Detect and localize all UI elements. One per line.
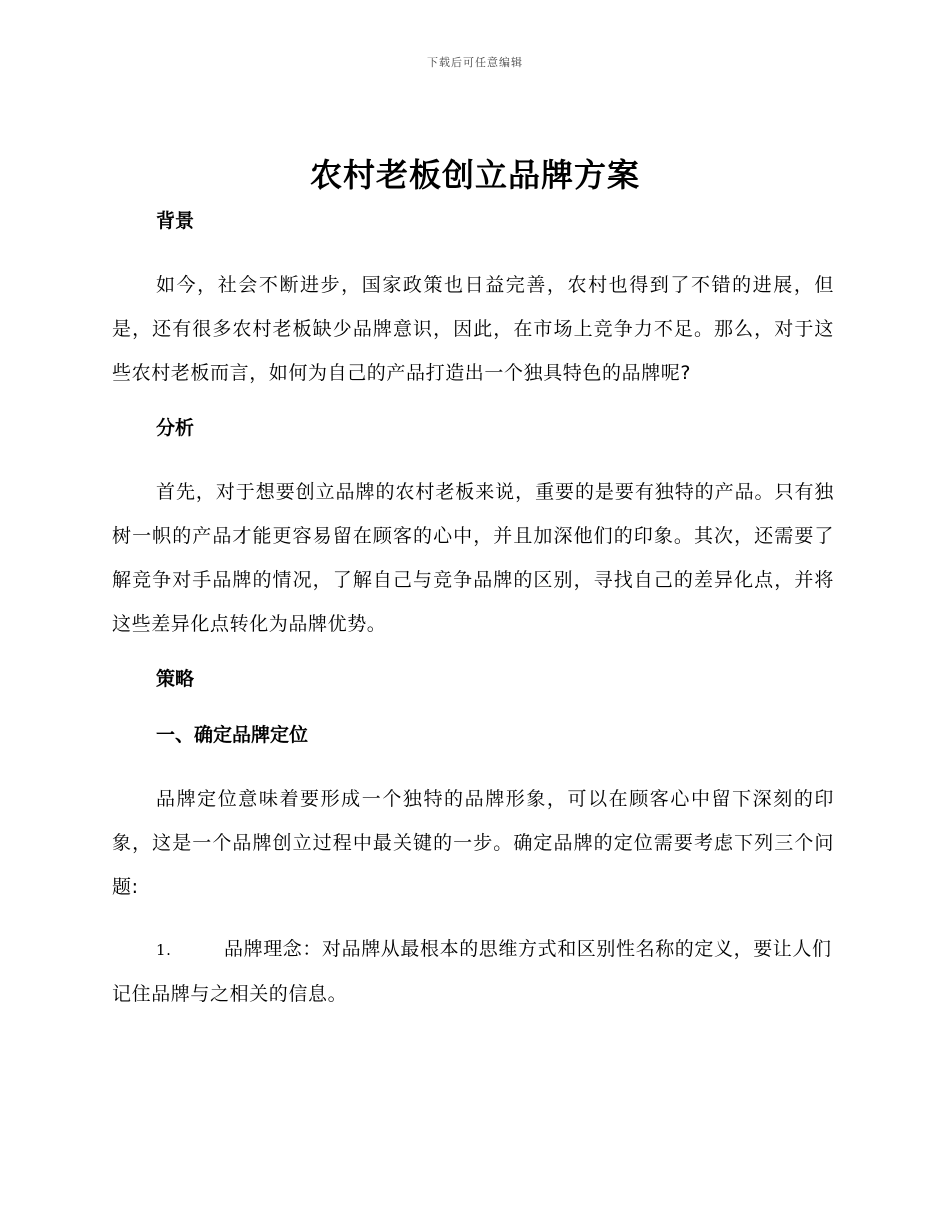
list-item-number: 1. — [156, 941, 172, 959]
document-title: 农村老板创立品牌方案 — [309, 156, 640, 194]
section-heading-strategy: 策略 — [156, 668, 195, 690]
paragraph-brand-positioning: 品牌定位意味着要形成一个独特的品牌形象，可以在顾客心中留下深刻的印象，这是一个品牌创立过程中最关键的一步。确定品牌的定位需要考虑下列三个问题: — [112, 788, 834, 898]
header-note: 下载后可任意编辑 — [427, 56, 523, 69]
paragraph-background: 如今，社会不断进步，国家政策也日益完善，农村也得到了不错的进展，但是，还有很多农村老板缺少品牌意识，因此，在市场上竞争力不足。那么，对于这些农村老板而言，如何为自己的产品打造出一个独具特色的品牌呢? — [112, 274, 834, 384]
list-item-text: 品牌理念：对品牌从最根本的思维方式和区别性名称的定义，要让人们记住品牌与之相关的信息。 — [112, 938, 832, 1005]
list-item — [112, 927, 834, 1016]
section-heading-analysis: 分析 — [156, 417, 195, 439]
paragraph-analysis: 首先，对于想要创立品牌的农村老板来说，重要的是要有独特的产品。只有独树一帜的产品才能更容易留在顾客的心中，并且加深他们的印象。其次，还需要了解竞争对手品牌的情况，了解自己与竞争品牌的区别，寻找自己的差异化点，并将这些差异化点转化为品牌优势。 — [112, 481, 834, 635]
document-body — [112, 206, 834, 1016]
subsection-heading-brand-positioning: 一、确定品牌定位 — [156, 724, 309, 746]
section-heading-background: 背景 — [156, 210, 195, 232]
